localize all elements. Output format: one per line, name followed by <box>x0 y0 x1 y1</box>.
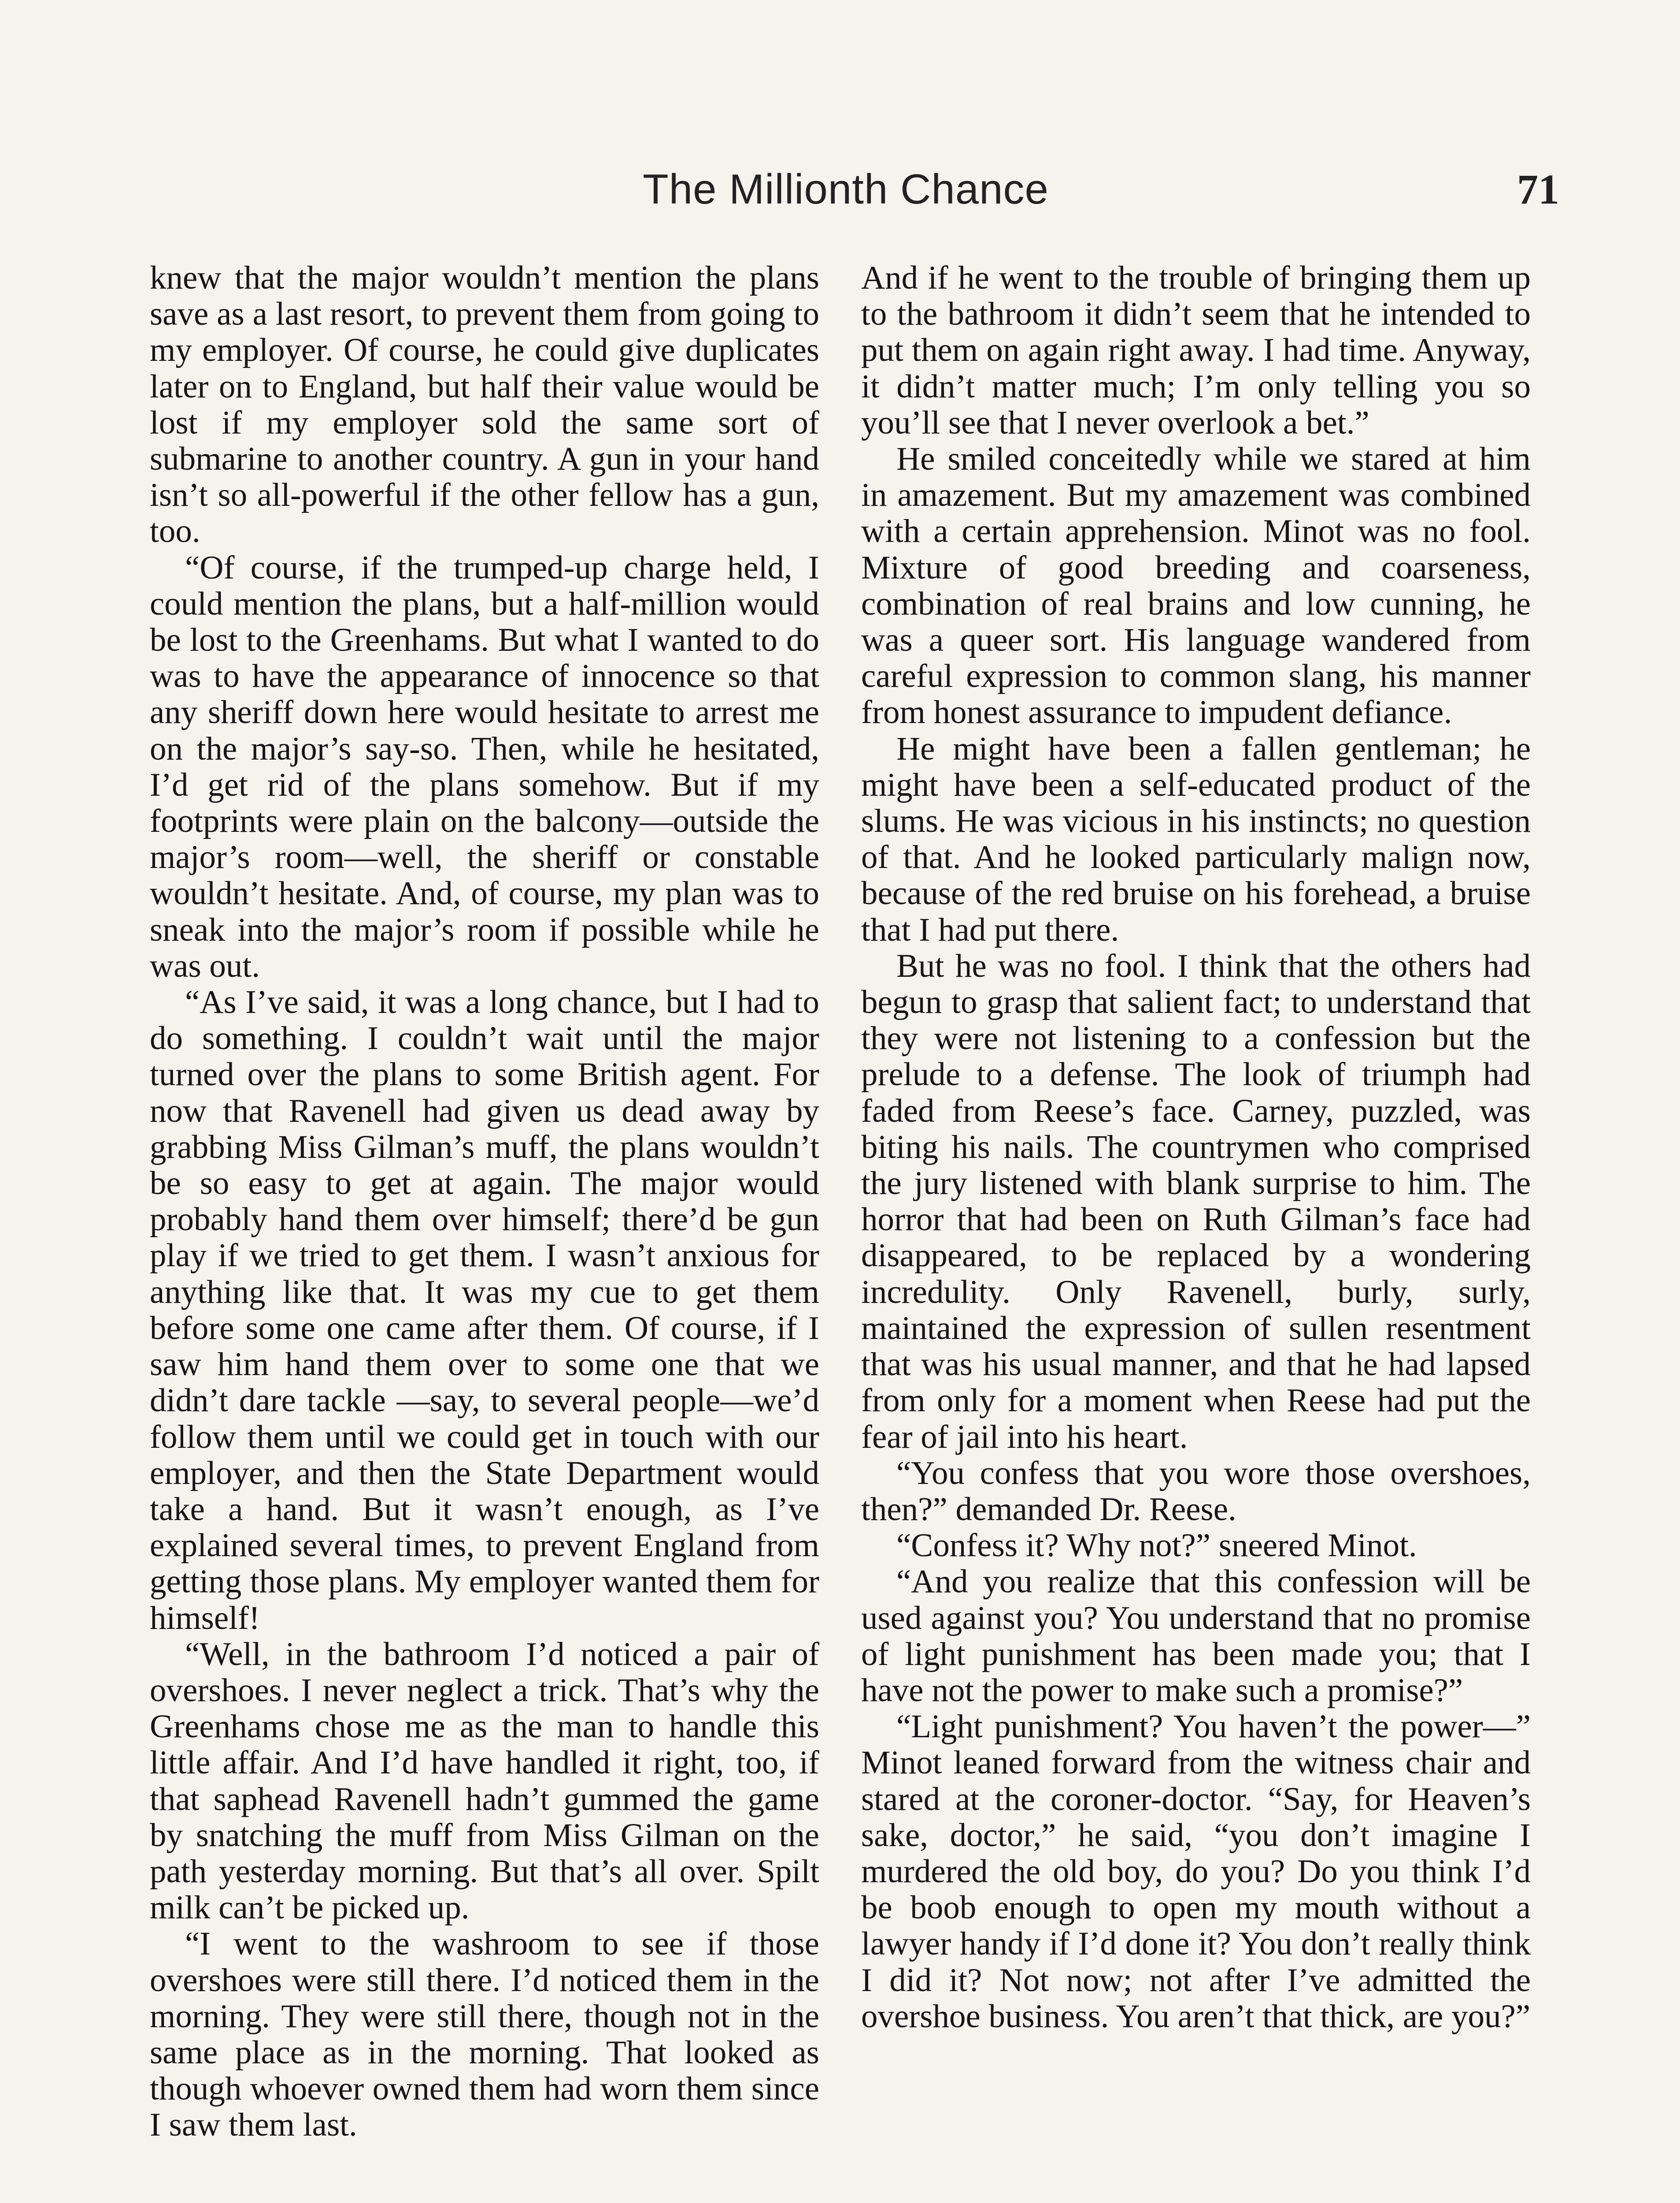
left-column <box>150 260 819 2203</box>
paragraph: “Light punishment? You haven’t the power—” Minot leaned forward from the witness chair and stared at the coroner-doctor. “Say, for Heaven’s sake, doctor,” he said, “you don’t imagine I murdered the old boy, do you? Do you think I’d be boob enough to open my mouth without a lawyer handy if I’d done it? You don’t really think I did it? Not now; not after I’ve admitted the overshoe business. You aren’t that thick, are you?” <box>861 1708 1531 2035</box>
running-head <box>150 163 1559 225</box>
paragraph: “As I’ve said, it was a long chance, but I had to do something. I couldn’t wait until the major turned over the plans to some British agent. For now that Ravenell had given us dead away by grabbing Miss Gilman’s muff, the plans wouldn’t be so easy to get at again. The major would probably hand them over himself; there’d be gun play if we tried to get them. I wasn’t anxious for anything like that. It was my cue to get them before some one came after them. Of course, if I saw him hand them over to some one that we didn’t dare tackle —say, to several people—we’d follow them until we could get in touch with our employer, and then the State Department would take a hand. But it wasn’t enough, as I’ve explained several times, to prevent England from getting those plans. My employer wanted them for himself! <box>150 984 819 1636</box>
paragraph: “Well, in the bathroom I’d noticed a pair of overshoes. I never neglect a trick. That’s why the Greenhams chose me as the man to handle this little affair. And I’d have handled it right, too, if that saphead Ravenell hadn’t gummed the game by snatching the muff from Miss Gilman on the path yesterday morning. But that’s all over. Spilt milk can’t be picked up. <box>150 1636 819 1926</box>
paragraph: “And you realize that this confession will be used against you? You understand that no promise of light punishment has been made you; that I have not the power to make such a promise?” <box>861 1563 1531 1709</box>
right-column <box>861 260 1531 2203</box>
paragraph: knew that the major wouldn’t mention the plans save as a last resort, to prevent them from going to my employer. Of course, he could give duplicates later on to England, but half their value would be lost if my employer sold the same sort of submarine to another country. A gun in your hand isn’t so all-powerful if the other fellow has a gun, too. <box>150 260 819 550</box>
paragraph: “Confess it? Why not?” sneered Minot. <box>896 1527 1417 1564</box>
paragraph: He smiled conceitedly while we stared at him in amazement. But my amazement was combined with a certain apprehension. Minot was no fool. Mixture of good breeding and coarseness, combination of real brains and low cunning, he was a queer sort. His language wandered from careful expression to common slang, his manner from honest assurance to impudent defiance. <box>861 441 1531 731</box>
paragraph: “You confess that you wore those overshoes, then?” demanded Dr. Reese. <box>861 1454 1531 1528</box>
paragraph: And if he went to the trouble of bringing them up to the bathroom it didn’t seem that he intended to put them on again right away. I had time. Anyway, it didn’t matter much; I’m only telling you so you’ll see that I never overlook a bet.” <box>861 260 1531 441</box>
paragraph: “I went to the washroom to see if those overshoes were still there. I’d noticed them in the morning. They were still there, though not in the same place as in the morning. That looked as though whoever owned them had worn them since I saw them last. <box>150 1925 819 2144</box>
paragraph: “Of course, if the trumped-up charge held, I could mention the plans, but a half-million would be lost to the Greenhams. But what I wanted to do was to have the appearance of innocence so that any sheriff down here would hesitate to arrest me on the major’s say-so. Then, while he hesitated, I’d get rid of the plans somehow. But if my footprints were plain on the balcony—outside the major’s room—well, the sheriff or constable wouldn’t hesitate. And, of course, my plan was to sneak into the major’s room if possible while he was out. <box>150 549 819 984</box>
paragraph: He might have been a fallen gentleman; he might have been a self-educated product of the slums. He was vicious in his instincts; no question of that. And he looked particularly malign now, because of the red bruise on his forehead, a bruise that I had put there. <box>861 730 1531 948</box>
page-title: The Millionth Chance <box>643 166 1049 213</box>
page-number: 71 <box>1517 166 1559 213</box>
paragraph: But he was no fool. I think that the others had begun to grasp that salient fact; to understand that they were not listening to a confession but the prelude to a defense. The look of triumph had faded from Reese’s face. Carney, puzzled, was biting his nails. The countrymen who comprised the jury listened with blank surprise to him. The horror that had been on Ruth Gilman’s face had disappeared, to be replaced by a wondering incredulity. Only Ravenell, burly, surly, maintained the expression of sullen resentment that was his usual manner, and that he had lapsed from only for a moment when Reese had put the fear of jail into his heart. <box>861 947 1531 1455</box>
